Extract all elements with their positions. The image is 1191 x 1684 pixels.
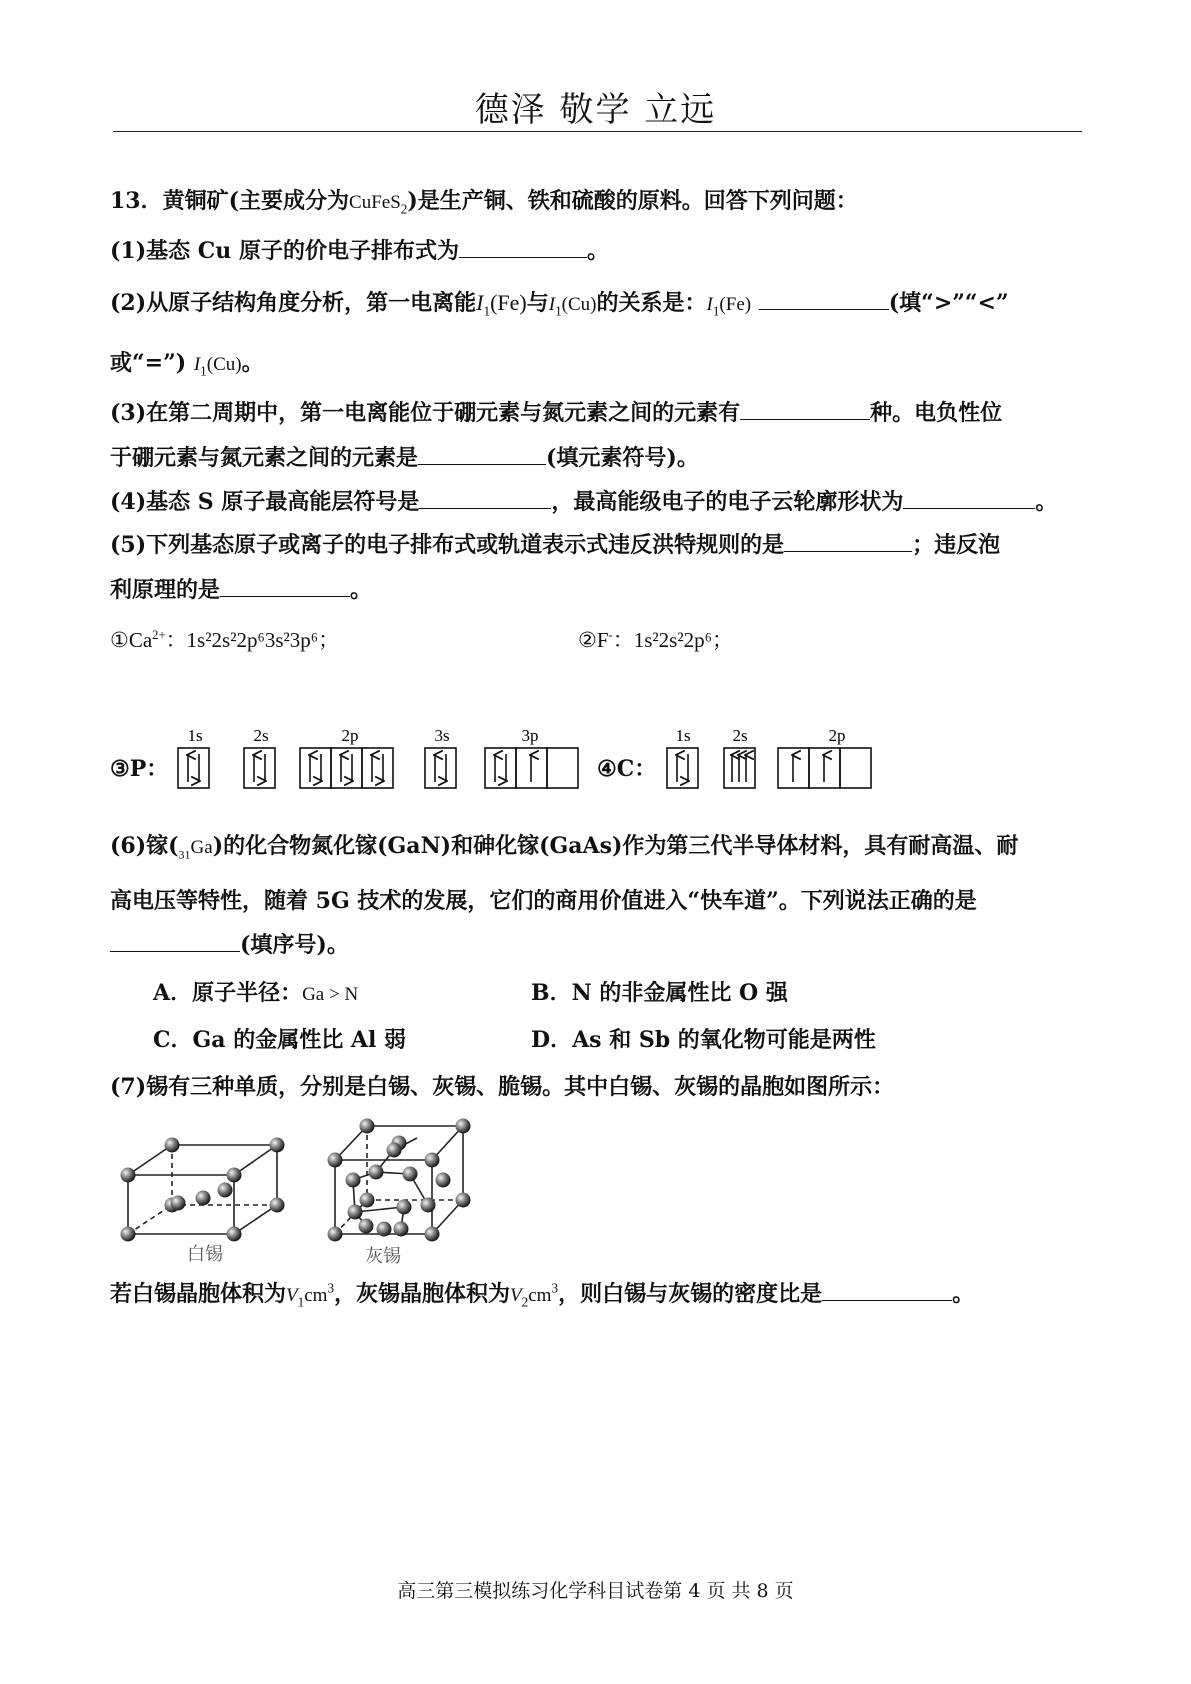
page-footer: 高三第三模拟练习化学科目试卷第 4 页 共 8 页 — [397, 1580, 794, 1602]
part-6-cont2: (填序号)。 — [110, 928, 349, 959]
orbital-label-2s: 2s — [253, 726, 269, 745]
option-3-label: ③P： — [110, 756, 169, 782]
answer-blank-7[interactable] — [822, 1282, 952, 1301]
option-D: D．As 和 Sb 的氧化物可能是两性 — [531, 1027, 876, 1053]
option-2: ②F-：1s²2s²2p⁶； — [578, 628, 733, 652]
orbital-label-3p: 3p — [521, 726, 539, 745]
part-6: (6)镓$(_{31}Ga)$的化合物氮化镓(GaN)和砷化镓(GaAs)作为第三代半导体材料，具有耐高温、耐 — [110, 833, 1019, 862]
part-7-question: 若白锡晶胞体积为$V_1cm^3$，灰锡晶胞体积为$V_2cm^3$，则白锡与灰锡的密度比是 。 — [110, 1280, 975, 1310]
part-4: (4)基态 S 原子最高能层符号是 ，最高能级电子的电子云轮廓形状为 。 — [110, 489, 1058, 515]
orbital-label-1s: 1s — [187, 726, 203, 745]
grey-tin-atoms — [328, 1119, 471, 1242]
part-3-cont: 于硼元素与氮元素之间的元素是 (填元素符号)。 — [110, 445, 699, 471]
white-tin-cell — [128, 1145, 277, 1234]
part-5: (5)下列基态原子或离子的电子排布式或轨道表示式违反洪特规则的是 ；违反泡 — [110, 532, 1001, 558]
part-3: (3)在第二周期中，第一电离能位于硼元素与氮元素之间的元素有 种。电负性位 — [110, 400, 1003, 426]
part-5-cont: 利原理的是 。 — [110, 577, 373, 603]
white-tin-atoms — [121, 1138, 285, 1242]
orbital-label-3s: 3s — [434, 726, 450, 745]
option-A: A．原子半径：Ga > N — [153, 980, 359, 1006]
part-2-cont: 或“=”) $I_1(Cu)$。 — [110, 350, 264, 379]
orbital-label-2p: 2p — [341, 726, 359, 745]
option-B: B．N 的非金属性比 O 强 — [531, 980, 788, 1006]
question-stem: 13．黄铜矿(主要成分为CuFeS$_2$)是生产铜、铁和硫酸的原料。回答下列问题： — [110, 188, 858, 217]
orbital-label-2s-c: 2s — [732, 726, 748, 745]
part-7: (7)锡有三种单质，分别是白锡、灰锡、脆锡。其中白锡、灰锡的晶胞如图所示： — [110, 1074, 895, 1100]
option-4-label: ④C： — [597, 756, 657, 782]
white-tin-label: 白锡 — [187, 1244, 223, 1264]
part-1: (1)基态 Cu 原子的价电子排布式为 。 — [110, 238, 609, 264]
part-6-cont: 高电压等特性，随着 5G 技术的发展，它们的商用价值进入“快车道”。下列说法正确的是 — [110, 888, 977, 914]
grey-tin-label: 灰锡 — [365, 1246, 401, 1266]
orbital-label-2p-c: 2p — [828, 726, 846, 745]
part-2: (2)从原子结构角度分析，第一电离能$I_1(Fe)$与$I_1(Cu)$的关系是：$I_1(Fe)$ (填“>”“<” — [110, 290, 1009, 319]
option-1: $①Ca^{2+}$：1s²2s²2p⁶3s²3p⁶； — [110, 628, 340, 652]
orbital-label-1s-c: 1s — [675, 726, 691, 745]
option-C: C．Ga 的金属性比 Al 弱 — [153, 1027, 406, 1053]
header-motto: 德泽 敬学 立远 — [474, 90, 717, 130]
